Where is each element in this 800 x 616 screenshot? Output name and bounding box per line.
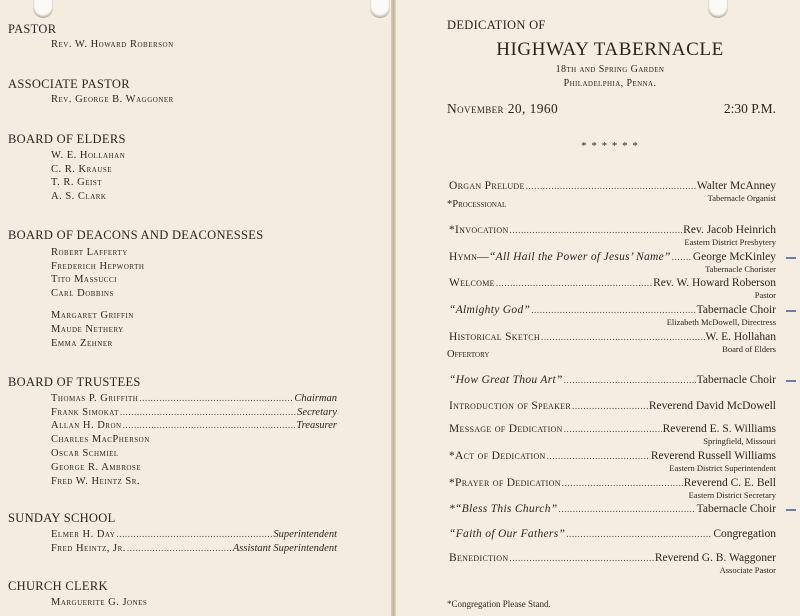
- program-participant: Reverend E. S. Williams: [662, 423, 776, 435]
- program-participant-title: Pastor: [754, 290, 776, 300]
- trustee-officer-row: [51, 407, 337, 418]
- deacons-heading: BOARD OF DEACONS AND DEACONESSES: [8, 228, 264, 242]
- deacon-name: Carl Dobbins: [51, 288, 114, 299]
- leader-dots: [541, 332, 705, 342]
- leader-dots: [531, 305, 695, 315]
- leader-dots: [564, 375, 696, 385]
- address-line-1: 18th and Spring Garden: [555, 64, 665, 75]
- trustee-member-name: Oscar Schmiel: [51, 448, 119, 459]
- elder-name: C. R. Krause: [51, 164, 113, 175]
- trustee-role: Treasurer: [296, 420, 337, 431]
- program-participant: Reverend Russell Williams: [650, 450, 776, 462]
- program-participant-title: Eastern District Presbytery: [684, 237, 776, 247]
- program-participant: Tabernacle Choir: [696, 503, 776, 515]
- program-participant-title: Elizabeth McDowell, Directress: [666, 317, 776, 327]
- program-item: “Faith of Our Fathers”: [449, 528, 566, 540]
- program-item: “How Great Thou Art”: [449, 374, 563, 386]
- program-item: “Almighty God”: [449, 304, 531, 316]
- leader-dots: [562, 478, 683, 488]
- program-row: [449, 224, 776, 236]
- address-line-2: Philadelphia, Penna.: [563, 78, 657, 89]
- program-row: [449, 450, 776, 462]
- program-participant: W. E. Hollahan: [705, 331, 776, 343]
- elders-heading: BOARD OF ELDERS: [8, 132, 126, 146]
- church-name: HIGHWAY TABERNACLE: [496, 39, 724, 60]
- program-item: Historical Sketch: [449, 331, 540, 343]
- program-participant-title: Tabernacle Organist: [707, 193, 776, 203]
- program-row: [449, 331, 776, 343]
- program-participant: Congregation: [713, 528, 776, 540]
- program-participant-title: Associate Pastor: [719, 565, 776, 575]
- dedication-of: DEDICATION OF: [447, 18, 546, 32]
- trustee-role: Chairman: [294, 393, 337, 404]
- program-participant: Tabernacle Choir: [696, 304, 776, 316]
- trustee-officer-row: [51, 393, 337, 404]
- leader-dots: [123, 420, 296, 430]
- program-participant-title: Springfield, Missouri: [703, 436, 776, 446]
- program-row: [449, 304, 776, 316]
- church-clerk-heading: CHURCH CLERK: [8, 579, 108, 593]
- program-item: Welcome: [449, 277, 495, 289]
- trustee-role: Secretary: [297, 407, 337, 418]
- sunday-school-heading: SUNDAY SCHOOL: [8, 511, 116, 525]
- program-item: *Act of Dedication: [449, 450, 546, 462]
- leader-dots: [564, 424, 662, 434]
- trustee-member-name: George R. Ambrose: [51, 462, 142, 473]
- program-participant: Reverend C. E. Bell: [683, 477, 776, 489]
- leader-dots: [116, 529, 272, 539]
- program-row: [449, 423, 776, 435]
- leader-dots: [558, 504, 695, 514]
- ink-mark: [786, 257, 796, 259]
- program-participant-title: Board of Elders: [722, 344, 776, 354]
- leader-dots: [496, 278, 652, 288]
- leader-dots: [139, 393, 293, 403]
- leader-dots: [526, 181, 696, 191]
- program-item: *Processional: [447, 199, 507, 210]
- sunday-school-role: Superintendent: [273, 529, 337, 540]
- program-row: [449, 503, 776, 515]
- program-row: [449, 180, 776, 192]
- church-clerk-name: Marguerite G. Jones: [51, 597, 148, 608]
- elder-name: W. E. Hollahan: [51, 150, 126, 161]
- trustees-heading: BOARD OF TRUSTEES: [8, 375, 141, 389]
- program-participant: Walter McAnney: [696, 180, 776, 192]
- deaconess-name: Emma Zehner: [51, 338, 113, 349]
- star-separator: * * * * * *: [581, 140, 639, 152]
- program-row: [449, 400, 776, 412]
- leader-dots: [547, 451, 650, 461]
- congregation-footnote: *Congregation Please Stand.: [447, 599, 551, 609]
- deacon-name: Tito Massucci: [51, 274, 117, 285]
- deacon-name: Robert Lafferty: [51, 247, 128, 258]
- program-item: *“Bless This Church”: [449, 503, 558, 515]
- leader-dots: [127, 543, 232, 553]
- leader-dots: [120, 407, 296, 417]
- program-participant-title: Tabernacle Chorister: [705, 264, 776, 274]
- program-participant-title: Eastern District Superintendent: [669, 463, 776, 473]
- leader-dots: [509, 553, 653, 563]
- trustee-officer-row: [51, 420, 337, 431]
- program-row: [449, 528, 776, 540]
- program-participant: Reverend David McDowell: [648, 400, 776, 412]
- program-participant: Rev. Jacob Heinrich: [683, 224, 776, 236]
- elder-name: T. R. Geist: [51, 177, 102, 188]
- associate-pastor-heading: ASSOCIATE PASTOR: [8, 77, 130, 91]
- deaconess-name: Maude Nethery: [51, 324, 124, 335]
- leader-dots: [672, 252, 692, 262]
- pastor-heading: PASTOR: [8, 22, 57, 36]
- elder-name: A. S. Clark: [51, 191, 107, 202]
- leader-dots: [572, 401, 648, 411]
- ink-mark: [786, 310, 796, 312]
- ink-mark: [786, 380, 796, 382]
- program-participant: George McKinley: [692, 251, 776, 263]
- leader-dots: [510, 225, 683, 235]
- center-fold: [391, 0, 396, 616]
- program-row: [449, 552, 776, 564]
- sunday-school-row: [51, 543, 337, 554]
- program-row: [449, 374, 776, 386]
- sunday-school-role: Assistant Superintendent: [232, 543, 337, 554]
- sunday-school-name: Elmer H. Day: [51, 529, 116, 540]
- program-item: Offertory: [447, 349, 490, 360]
- associate-pastor-name: Rev. George B. Waggoner: [51, 94, 174, 105]
- program-item: Benediction: [449, 552, 509, 564]
- trustee-member-name: Charles MacPherson: [51, 434, 150, 445]
- program-participant: Reverend G. B. Waggoner: [654, 552, 776, 564]
- program-item: *Prayer of Dedication: [449, 477, 561, 489]
- deacon-name: Frederich Hepworth: [51, 261, 145, 272]
- ink-mark: [786, 509, 796, 511]
- trustee-member-name: Fred W. Heintz Sr.: [51, 476, 141, 487]
- leader-dots: [566, 529, 712, 539]
- program-row: [449, 277, 776, 289]
- trustee-name: Allan H. Dron: [51, 420, 122, 431]
- sunday-school-row: [51, 529, 337, 540]
- program-item: Introduction of Speaker: [449, 400, 571, 412]
- deaconess-name: Margaret Griffin: [51, 310, 134, 321]
- program-item: Hymn—“All Hail the Power of Jesus’ Name”: [449, 251, 671, 263]
- program-row: [449, 251, 776, 263]
- program-row: [449, 477, 776, 489]
- program-item: Organ Prelude: [449, 180, 525, 192]
- program-participant: Rev. W. Howard Roberson: [653, 277, 776, 289]
- service-time: 2:30 P.M.: [723, 101, 776, 116]
- trustee-name: Thomas P. Griffith: [51, 393, 139, 404]
- trustee-name: Frank Simokat: [51, 407, 119, 418]
- pastor-name: Rev. W. Howard Roberson: [51, 39, 174, 50]
- sunday-school-name: Fred Heintz, Jr.: [51, 543, 126, 554]
- program-participant-title: Eastern District Secretary: [688, 490, 776, 500]
- program-item: *Invocation: [449, 224, 509, 236]
- program-participant: Tabernacle Choir: [696, 374, 776, 386]
- program-item: Message of Dedication: [449, 423, 563, 435]
- service-date: November 20, 1960: [447, 101, 559, 116]
